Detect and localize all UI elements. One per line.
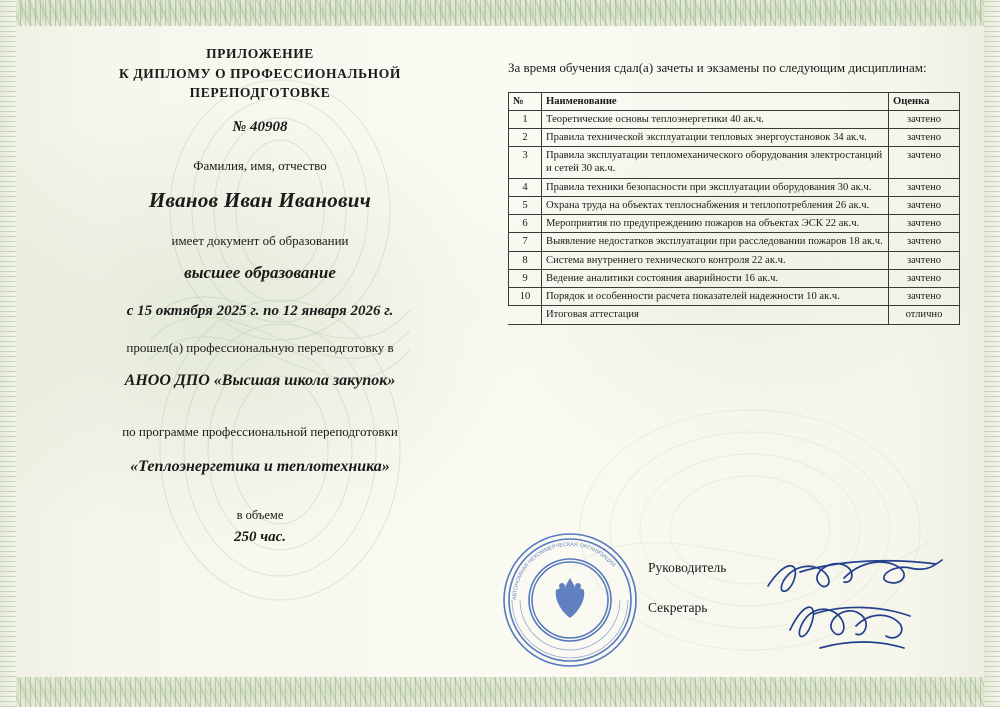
row-mark: зачтено [889,251,960,269]
table-row [509,178,960,196]
secretary-signature-label: Секретарь [648,600,708,615]
table-row [509,215,960,233]
svg-text:АВТОНОМНАЯ НЕКОММЕРЧЕСКАЯ ОРГА: АВТОНОМНАЯ НЕКОММЕРЧЕСКАЯ ОРГАНИЗАЦИЯ [511,541,617,601]
table-row [509,269,960,287]
row-mark: зачтено [889,269,960,287]
bottom-border-ornament-secondary [0,10,1000,20]
grades-right-column [508,58,960,325]
signature-block [648,560,948,640]
row-name: Правила техники безопасности при эксплуатации оборудования 30 ак.ч. [542,178,889,196]
table-row [509,196,960,214]
grades-intro-text: За время обучения сдал(а) зачеты и экзамены по следующим дисциплинам: [508,60,927,75]
holder-name-label: Фамилия, имя, отчество [193,157,327,173]
bottom-border-ornament [0,677,1000,707]
row-name: Порядок и особенности расчета показателей надежности 10 ак.ч. [542,288,889,306]
row-num: 4 [509,178,542,196]
row-name: Охрана труда на объектах теплоснабжения и теплопотребления 26 ак.ч. [542,196,889,214]
row-num: 3 [509,147,542,178]
row-name: Выявление недостатков эксплуатации при расследовании пожаров 18 ак.ч. [542,233,889,251]
row-mark: зачтено [889,128,960,146]
row-num: 5 [509,196,542,214]
left-border-ornament [0,0,16,707]
row-num: 8 [509,251,542,269]
row-name: Мероприятия по предупреждению пожаров на объектах ЭСК 22 ак.ч. [542,215,889,233]
table-row [509,233,960,251]
row-mark: зачтено [889,233,960,251]
table-row [509,128,960,146]
volume-value: 250 час. [233,528,287,545]
row-mark: отлично [889,306,960,324]
table-row [509,147,960,178]
grades-table [508,92,960,325]
row-num: 2 [509,128,542,146]
diploma-left-column [60,44,460,546]
row-mark: зачтено [889,215,960,233]
document-title-line2: К ДИПЛОМУ О ПРОФЕССИОНАЛЬНОЙ ПЕРЕПОДГОТОВКЕ [119,65,401,101]
grades-table-header-row [509,92,960,110]
row-name: Система внутреннего технического контроля 22 ак.ч. [542,251,889,269]
row-num: 7 [509,233,542,251]
row-mark: зачтено [889,178,960,196]
grades-header-num: № [509,92,542,110]
education-level: высшее образование [184,262,336,282]
head-signature-label: Руководитель [648,560,727,575]
retraining-label: прошел(а) профессиональную переподготовку в [126,339,394,355]
document-title [60,44,460,103]
table-row [509,288,960,306]
row-name: Правила эксплуатации тепломеханического оборудования электростанций и сетей 30 ак.ч. [542,147,889,178]
table-row-final-attestation [509,306,960,324]
row-mark: зачтено [889,147,960,178]
row-name: Теоретические основы теплоэнергетики 40 ак.ч. [542,110,889,128]
round-official-stamp-icon [500,530,640,670]
volume-label: в объеме [236,507,284,522]
document-title-line1: ПРИЛОЖЕНИЕ [206,46,314,61]
secretary-signature-row [648,600,948,640]
row-name: Правила технической эксплуатации тепловых энергоустановок 34 ак.ч. [542,128,889,146]
document-number: № 40908 [232,118,288,135]
row-num: 10 [509,288,542,306]
grades-header-mark: Оценка [889,92,960,110]
head-signature-row [648,560,948,600]
table-row [509,251,960,269]
study-period: с 15 октября 2025 г. по 12 января 2026 г. [126,302,394,319]
top-border-ornament-secondary [0,0,1000,10]
row-num: 6 [509,215,542,233]
row-name: Ведение аналитики состояния аварийности 16 ак.ч. [542,269,889,287]
holder-name: Иванов Иван Иванович [148,187,372,212]
row-num [509,306,542,324]
has-document-label: имеет документ об образовании [171,232,349,248]
organization-name: АНОО ДПО «Высшая школа закупок» [124,371,396,389]
row-num: 1 [509,110,542,128]
row-mark: зачтено [889,110,960,128]
grades-header-name: Наименование [542,92,889,110]
row-mark: зачтено [889,288,960,306]
program-label: по программе профессиональной переподготовки [122,423,398,439]
row-name: Итоговая аттестация [542,306,889,324]
row-num: 9 [509,269,542,287]
row-mark: зачтено [889,196,960,214]
right-border-ornament [984,0,1000,707]
table-row [509,110,960,128]
program-name: «Теплоэнергетика и теплотехника» [130,457,390,475]
